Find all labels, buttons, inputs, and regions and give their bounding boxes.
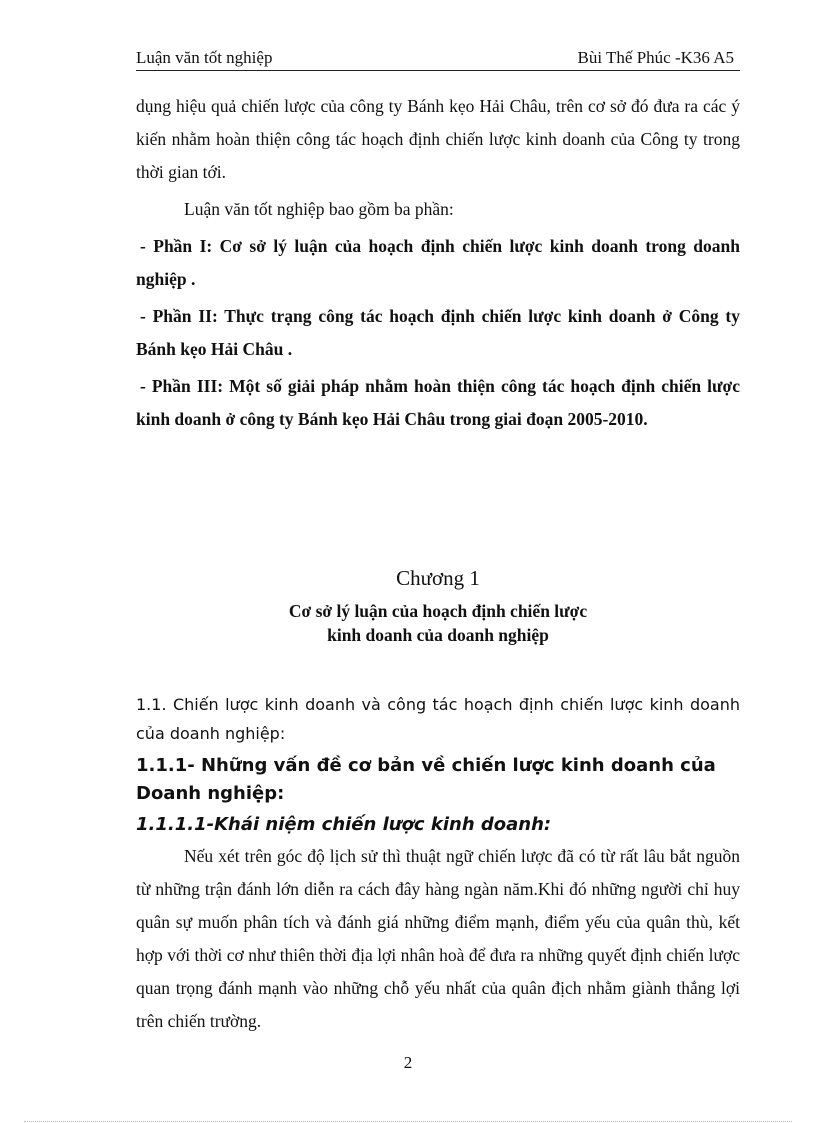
part-2: - Phần II: Thực trạng công tác hoạch định chiến lược kinh doanh ở Công ty Bánh kẹo Hải Châu . (136, 306, 740, 359)
page-header (136, 48, 740, 71)
section-body-paragraph: Nếu xét trên góc độ lịch sử thì thuật ngữ chiến lược đã có từ rất lâu bắt nguồn từ những trận đánh lớn diễn ra cách đây hàng ngàn năm.Khi đó những người chỉ huy quân sự muốn phân tích và đánh giá những điểm mạnh, điểm yếu của quân thù, kết hợp với thời cơ như thiên thời địa lợi nhân hoà để đưa ra những quyết định chiến lược quan trọng đánh mạnh vào những chỗ yếu nhất của quân địch nhằm giành thắng lợi trên chiến trường. (136, 846, 740, 1031)
section-block (136, 690, 740, 1038)
intro-block (136, 90, 740, 436)
page-number: 2 (403, 1053, 413, 1072)
chapter-number: Chương 1 (396, 566, 480, 590)
section-1-1-1-1-heading: 1.1.1.1-Khái niệm chiến lược kinh doanh: (136, 814, 552, 835)
chapter-heading (136, 566, 740, 647)
intro-parts-lead: Luận văn tốt nghiệp bao gồm ba phần: (184, 199, 454, 219)
part-1: - Phần I: Cơ sở lý luận của hoạch định chiến lược kinh doanh trong doanh nghiệp . (136, 236, 740, 289)
intro-paragraph: dụng hiệu quả chiến lược của công ty Bánh kẹo Hải Châu, trên cơ sở đó đưa ra các ý kiến nhằm hoàn thiện công tác hoạch định chiến lược kinh doanh của Công ty trong thời gian tới. (136, 96, 740, 182)
section-1-1-heading: 1.1. Chiến lược kinh doanh và công tác hoạch định chiến lược kinh doanh của doanh nghiệp: (136, 695, 740, 743)
header-author: Bùi Thế Phúc -K36 A5 (577, 48, 734, 67)
chapter-title-line2: kinh doanh của doanh nghiệp (327, 625, 549, 645)
header-thesis-title: Luận văn tốt nghiệp (136, 48, 273, 67)
chapter-title-line1: Cơ sở lý luận của hoạch định chiến lược (288, 601, 588, 621)
page-bottom-edge (24, 1121, 792, 1122)
section-1-1-1-heading: 1.1.1- Những vấn đề cơ bản về chiến lược kinh doanh của Doanh nghiệp: (136, 755, 716, 804)
part-3: - Phần III: Một số giải pháp nhằm hoàn thiện công tác hoạch định chiến lược kinh doanh ở công ty Bánh kẹo Hải Châu trong giai đoạn 2005-2010. (136, 376, 740, 429)
